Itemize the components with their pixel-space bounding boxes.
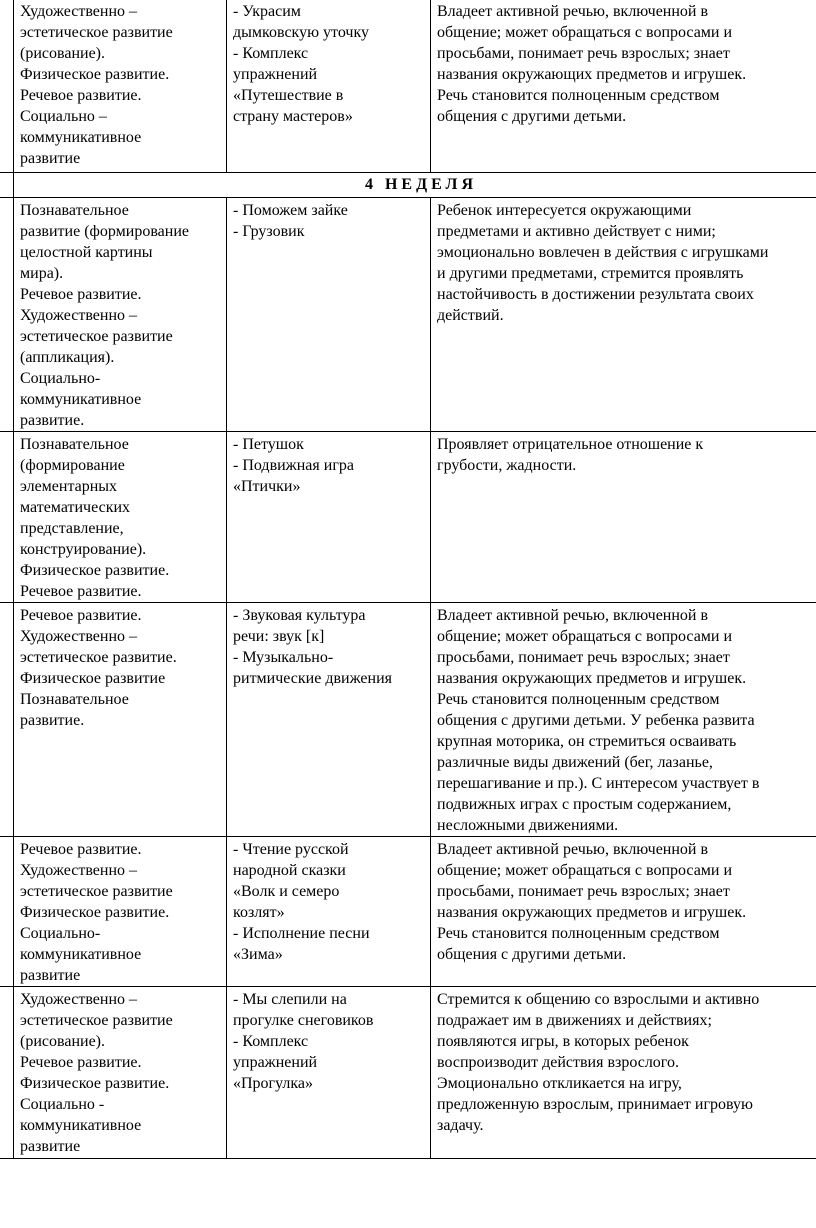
development-areas-cell: Художественно – эстетическое развитие (рисование). Физическое развитие. Речевое развитие. Социально – коммуникативное развитие	[14, 0, 227, 173]
table-row	[0, 837, 816, 987]
table-row	[0, 0, 816, 173]
table-row	[0, 603, 816, 837]
development-areas-cell: Познавательное развитие (формирование целостной картины мира). Речевое развитие. Художественно – эстетическое развитие (аппликация). Социально- коммуникативное развитие.	[14, 198, 227, 432]
row-marker-cell	[0, 0, 14, 173]
development-areas-cell: Познавательное (формирование элементарных математических представление, конструирование). Физическое развитие. Речевое развитие.	[14, 432, 227, 603]
activities-cell: - Петушок - Подвижная игра «Птички»	[227, 432, 431, 603]
outcomes-cell: Проявляет отрицательное отношение к грубости, жадности.	[431, 432, 816, 603]
outcomes-cell: Ребенок интересуется окружающими предметами и активно действует с ними; эмоционально вовлечен в действия с игрушками и другими предметами, стремится проявлять настойчивость в достижении результата своих действий.	[431, 198, 816, 432]
table-row	[0, 198, 816, 432]
activities-cell: - Чтение русской народной сказки «Волк и семеро козлят» - Исполнение песни «Зима»	[227, 837, 431, 987]
activities-cell: - Звуковая культура речи: звук [к] - Музыкально- ритмические движения	[227, 603, 431, 837]
development-areas-cell: Речевое развитие. Художественно – эстетическое развитие Физическое развитие. Социально- коммуникативное развитие	[14, 837, 227, 987]
activities-cell: - Украсим дымковскую уточку - Комплекс упражнений «Путешествие в страну мастеров»	[227, 0, 431, 173]
table-row	[0, 987, 816, 1159]
week-heading: 4 НЕДЕЛЯ	[14, 173, 816, 198]
row-marker-cell	[0, 987, 14, 1159]
outcomes-cell: Владеет активной речью, включенной в общение; может обращаться с вопросами и просьбами, понимает речь взрослых; знает названия окружающих предметов и игрушек. Речь становится полноценным средством общения с другими детьми.	[431, 0, 816, 173]
outcomes-cell: Владеет активной речью, включенной в общение; может обращаться с вопросами и просьбами, понимает речь взрослых; знает названия окружающих предметов и игрушек. Речь становится полноценным средством общения с другими детьми. У ребенка развита крупная моторика, он стремиться осваивать различные виды движений (бег, лазанье, перешагивание и пр.). С интересом участвует в подвижных играх с простым содержанием, несложными движениями.	[431, 603, 816, 837]
week-header-row	[0, 173, 816, 198]
row-marker-cell	[0, 432, 14, 603]
row-marker-cell	[0, 837, 14, 987]
outcomes-cell: Стремится к общению со взрослыми и активно подражает им в движениях и действиях; появляются игры, в которых ребенок воспроизводит действия взрослого. Эмоционально откликается на игру, предложенную взрослым, принимает игровую задачу.	[431, 987, 816, 1159]
development-areas-cell: Речевое развитие. Художественно – эстетическое развитие. Физическое развитие Познавательное развитие.	[14, 603, 227, 837]
activities-cell: - Мы слепили на прогулке снеговиков - Комплекс упражнений «Прогулка»	[227, 987, 431, 1159]
outcomes-cell: Владеет активной речью, включенной в общение; может обращаться с вопросами и просьбами, понимает речь взрослых; знает названия окружающих предметов и игрушек. Речь становится полноценным средством общения с другими детьми.	[431, 837, 816, 987]
row-marker-cell	[0, 173, 14, 198]
row-marker-cell	[0, 603, 14, 837]
development-areas-cell: Художественно – эстетическое развитие (рисование). Речевое развитие. Физическое развитие. Социально - коммуникативное развитие	[14, 987, 227, 1159]
row-marker-cell	[0, 198, 14, 432]
activities-cell: - Поможем зайке - Грузовик	[227, 198, 431, 432]
table-row	[0, 432, 816, 603]
